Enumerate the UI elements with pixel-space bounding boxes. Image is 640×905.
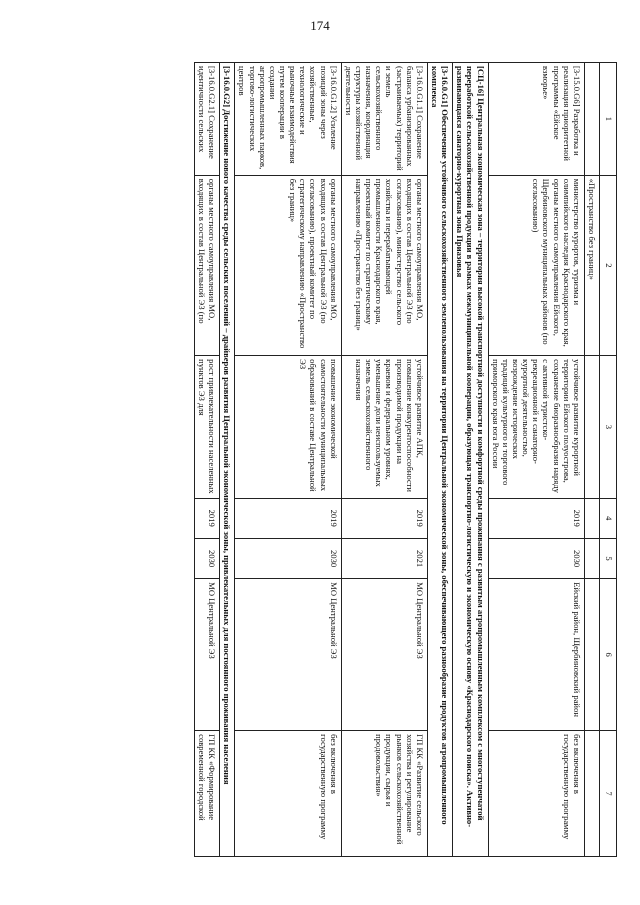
header-col-6: 6 [600,579,617,731]
cell: повышение экономической самостоятельности муниципальных образований в составе Центральной ЭЗ [235,356,341,498]
cell: [3-16.0.G2.1] Сохранение идентичности сельских [194,63,219,176]
cell: МО Центральной ЭЗ [194,579,219,731]
table-row [235,63,341,857]
cell: рост привлекательности населенных пунктов ЭЗ для [194,356,219,498]
cell: без включения в государственную программу [235,731,341,857]
cell: «Пространство без границ» [584,175,599,355]
cell: [3-16.0.G1.1] Сохранение баланса урбанизированных (застраиваемых) территорий и земель сельскохозяйственного назначения, координация структуры хозяйственной деятельности [341,63,427,176]
cell: органы местного самоуправления МО, входящих в состав Центральной ЭЗ (по согласованию), министерство сельского хозяйства и перерабатывающей промышленности Краснодарского края, проектный комитет по стратегическому направлению «Пространство без границ» [341,175,427,355]
cell: ГП КК «Формирование современной городской [194,731,219,857]
cell: 2019 [194,498,219,538]
section-row [453,63,488,857]
header-row [600,63,617,857]
cell: 2030 [194,538,219,578]
header-col-2: 2 [600,175,617,355]
section-heading: [СЦ-16] Центральная экономическая зона – территория высокой транспортной доступности и комфортной среды проживания с развитым агропромышленным комплексом с многоступенчатой переработкой сельскохозяйственной продукции в рамках межмуниципальной кооперации, образующая транспортно-логистическую и экономическую основу «Краснодарского поиска». Активно-развивающаяся санаторно-курортная зона Приазовья [453,63,488,857]
cell: органы местного самоуправления МО, входящих в состав Центральной ЭЗ (по согласованию), проектный комитет по стратегическому направлению «Пространство без границ» [235,175,341,355]
cell [584,63,599,176]
cell: МО Центральной ЭЗ [341,579,427,731]
cell: без включения в государственную программу [488,731,584,857]
table-row [584,63,599,857]
table-row [488,63,584,857]
header-col-1: 1 [600,63,617,176]
goal-heading: [3-16.0.G1] Обеспечение устойчивого сельскохозяйственного землепользования на территории Центральной экономической зоны, обеспечивающего разнообразие продуктов агропромышленного комплекса [427,63,452,857]
cell: органы местного самоуправления МО, входящих в состав Центральной ЭЗ (по [194,175,219,355]
cell [584,731,599,857]
header-col-4: 4 [600,498,617,538]
cell: [3-15.0.G6] Разработка и реализация приоритетной программы «Ейское взморье» [488,63,584,176]
header-col-5: 5 [600,538,617,578]
cell: министерство курортов, туризма и олимпийского наследия Краснодарского края, органы местного самоуправления Ейского, Щербиновского муниципальных районов (по согласованию) [488,175,584,355]
cell [584,356,599,498]
table-row [341,63,427,857]
cell: 2019 [235,498,341,538]
goal-row [427,63,452,857]
cell: Ейский район, Щербиновский район [488,579,584,731]
cell: устойчивое развитие курортной территории Ейского полуострова, сохранение биоразнообразия наряду с активной туристско-рекреационной и санаторно-курортной деятельностью, возрождение исторических традиций культурного и торгового приморского края юга России [488,356,584,498]
cell: устойчивое развитие АПК, повышение конкурентоспособности производимой продукции на краевом и федеральном уровнях, уменьшение доли неиспользуемых земель сельскохозяйственного назначения [341,356,427,498]
measures-table [194,62,617,857]
cell: 2030 [488,538,584,578]
rotated-table-wrapper [77,62,617,857]
header-col-3: 3 [600,356,617,498]
cell: 2019 [488,498,584,538]
cell: ГП КК «Развитие сельского хозяйства и регулирование рынков сельскохозяйственной продукции, сырья и продовольствия» [341,731,427,857]
header-col-7: 7 [600,731,617,857]
cell: 2021 [341,538,427,578]
goal-heading: [3-16.0.G2] Достижение нового качества среды сельских поселений – драйверов развития Центральной экономической зоны, привлекательных для постоянного проживания населения [220,63,235,857]
table-row [194,63,219,857]
cell [584,579,599,731]
cell: МО Центральной ЭЗ [235,579,341,731]
page-number: 174 [310,18,330,33]
cell [584,498,599,538]
goal-row [220,63,235,857]
cell: [3-16.0.G1.2] Усиление позиций зоны через хозяйственные, технологические и рыночные взаимодействия путем кооперации в создании агропромышленных парков, торгово-логистических центров [235,63,341,176]
cell [584,538,599,578]
cell: 2030 [235,538,341,578]
cell: 2019 [341,498,427,538]
